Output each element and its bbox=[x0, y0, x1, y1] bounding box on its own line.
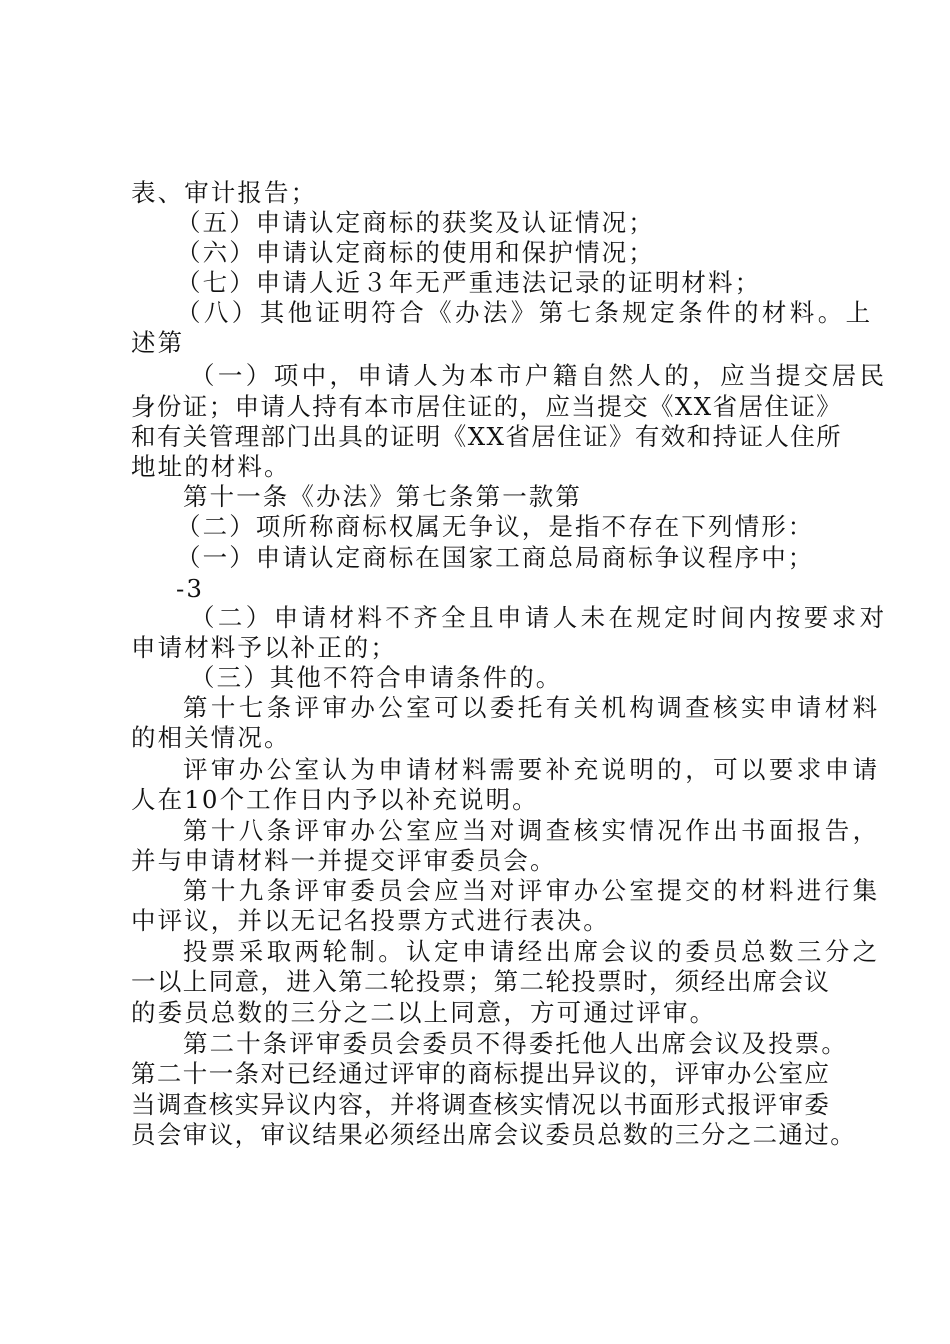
text-line: （一）项中，申请人为本市户籍自然人的，应当提交居民 bbox=[190, 361, 888, 390]
text-line: 第十九条评审委员会应当对评审办公室提交的材料进行集 bbox=[183, 876, 881, 905]
text-line: 当调查核实异议内容，并将调查核实情况以书面形式报评审委 bbox=[131, 1090, 831, 1119]
text-line: 人在10个工作日内予以补充说明。 bbox=[131, 785, 539, 814]
text-line: （七）申请人近３年无严重违法记录的证明材料； bbox=[176, 268, 762, 297]
text-line: （三）其他不符合申请条件的。 bbox=[190, 663, 563, 692]
text-line: 并与申请材料一并提交评审委员会。 bbox=[131, 846, 557, 875]
text-line: 的相关情况。 bbox=[131, 723, 291, 752]
text-line: 一以上同意，进入第二轮投票；第二轮投票时，须经出席会议 bbox=[131, 967, 831, 996]
text-line: 中评议，并以无记名投票方式进行表决。 bbox=[131, 906, 610, 935]
text-line: 地址的材料。 bbox=[131, 452, 291, 481]
text-line: 的委员总数的三分之二以上同意，方可通过评审。 bbox=[131, 998, 717, 1027]
text-line: 和有关管理部门出具的证明《XX省居住证》有效和持证人住所 bbox=[131, 422, 843, 451]
text-line: （一）申请认定商标在国家工商总局商标争议程序中； bbox=[176, 543, 815, 572]
text-line: 评审办公室认为申请材料需要补充说明的，可以要求申请 bbox=[183, 755, 881, 784]
text-line: （二）申请材料不齐全且申请人未在规定时间内按要求对 bbox=[190, 603, 888, 632]
text-line: 第二十条评审委员会委员不得委托他人出席会议及投票。 bbox=[183, 1029, 848, 1058]
text-line: 表、审计报告； bbox=[131, 178, 318, 207]
text-line: （五）申请认定商标的获奖及认证情况； bbox=[176, 208, 655, 237]
page-number: -3 bbox=[176, 574, 205, 603]
text-line: 投票采取两轮制。认定申请经出席会议的委员总数三分之 bbox=[183, 937, 881, 966]
text-line: 员会审议，审议结果必须经出席会议委员总数的三分之二通过。 bbox=[131, 1120, 857, 1149]
text-line: 第二十一条对已经通过评审的商标提出异议的，评审办公室应 bbox=[131, 1059, 831, 1088]
text-line: 第十七条评审办公室可以委托有关机构调查核实申请材料 bbox=[183, 693, 881, 722]
text-line: 身份证；申请人持有本市居住证的，应当提交《XX省居住证》 bbox=[131, 392, 843, 421]
text-line: 申请材料予以补正的； bbox=[131, 633, 397, 662]
text-line: （六）申请认定商标的使用和保护情况； bbox=[176, 238, 655, 267]
text-line: 第十一条《办法》第七条第一款第 bbox=[183, 482, 582, 511]
text-line: 第十八条评审办公室应当对调查核实情况作出书面报告， bbox=[183, 816, 881, 845]
text-line: （八）其他证明符合《办法》第七条规定条件的材料。上 bbox=[176, 298, 874, 327]
text-line: 述第 bbox=[131, 328, 185, 357]
text-line: （二）项所称商标权属无争议，是指不存在下列情形： bbox=[176, 512, 815, 541]
